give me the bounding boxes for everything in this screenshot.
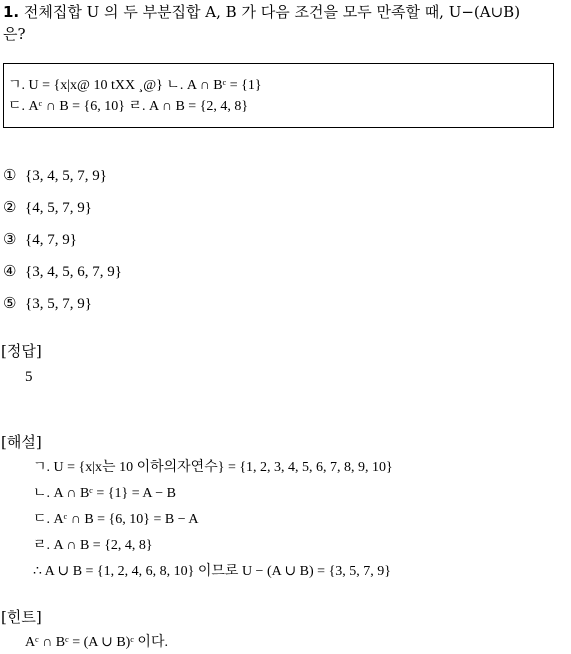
choice-text: {4, 5, 7, 9} xyxy=(25,200,92,216)
choice-3[interactable] xyxy=(3,229,77,251)
solution-line-2: ㄴ. A ∩ Bᶜ = {1} = A − B xyxy=(33,486,176,501)
solution-line-3: ㄷ. Aᶜ ∩ B = {6, 10} = B − A xyxy=(33,512,199,527)
solution-line-1: ㄱ. U = {x|x는 10 이하의자연수} = {1, 2, 3, 4, 5, 6, 7, 8, 9, 10} xyxy=(33,460,393,475)
choice-number: ② xyxy=(3,200,17,216)
choice-number: ① xyxy=(3,168,17,184)
choice-text: {4, 7, 9} xyxy=(25,232,77,248)
hint-heading: [힌트] xyxy=(1,608,42,626)
answer-heading: [정답] xyxy=(1,342,42,360)
question-line-2: 은? xyxy=(3,25,26,43)
choice-1[interactable] xyxy=(3,165,107,187)
question-text: 전체집합 U 의 두 부분집합 A, B 가 다음 조건을 모두 만족할 때, U−(A∪B) xyxy=(23,3,521,21)
condition-line-1: ㄱ. U = {x|x@ 10 tXX ¸@} ㄴ. A ∩ Bᶜ = {1} xyxy=(8,78,262,93)
question-number: 1. xyxy=(3,3,20,21)
hint-text: Aᶜ ∩ Bᶜ = (A ∪ B)ᶜ 이다. xyxy=(25,635,168,650)
solution-line-5: ∴ A ∪ B = {1, 2, 4, 6, 8, 10} 이므로 U − (A ∪ B) = {3, 5, 7, 9} xyxy=(33,564,392,579)
choice-2[interactable] xyxy=(3,197,92,219)
choice-4[interactable] xyxy=(3,261,122,283)
choice-text: {3, 4, 5, 6, 7, 9} xyxy=(25,264,122,280)
solution-heading: [해설] xyxy=(1,433,42,451)
question xyxy=(3,1,569,45)
choice-5[interactable] xyxy=(3,293,92,315)
question-line-1 xyxy=(3,1,569,23)
choice-number: ③ xyxy=(3,232,17,248)
choice-number: ⑤ xyxy=(3,296,17,312)
choice-number: ④ xyxy=(3,264,17,280)
choice-text: {3, 4, 5, 7, 9} xyxy=(25,168,107,184)
answer-value: 5 xyxy=(25,369,33,385)
solution-line-4: ㄹ. A ∩ B = {2, 4, 8} xyxy=(33,538,153,553)
choice-text: {3, 5, 7, 9} xyxy=(25,296,92,312)
condition-line-2: ㄷ. Aᶜ ∩ B = {6, 10} ㄹ. A ∩ B = {2, 4, 8} xyxy=(8,99,249,114)
